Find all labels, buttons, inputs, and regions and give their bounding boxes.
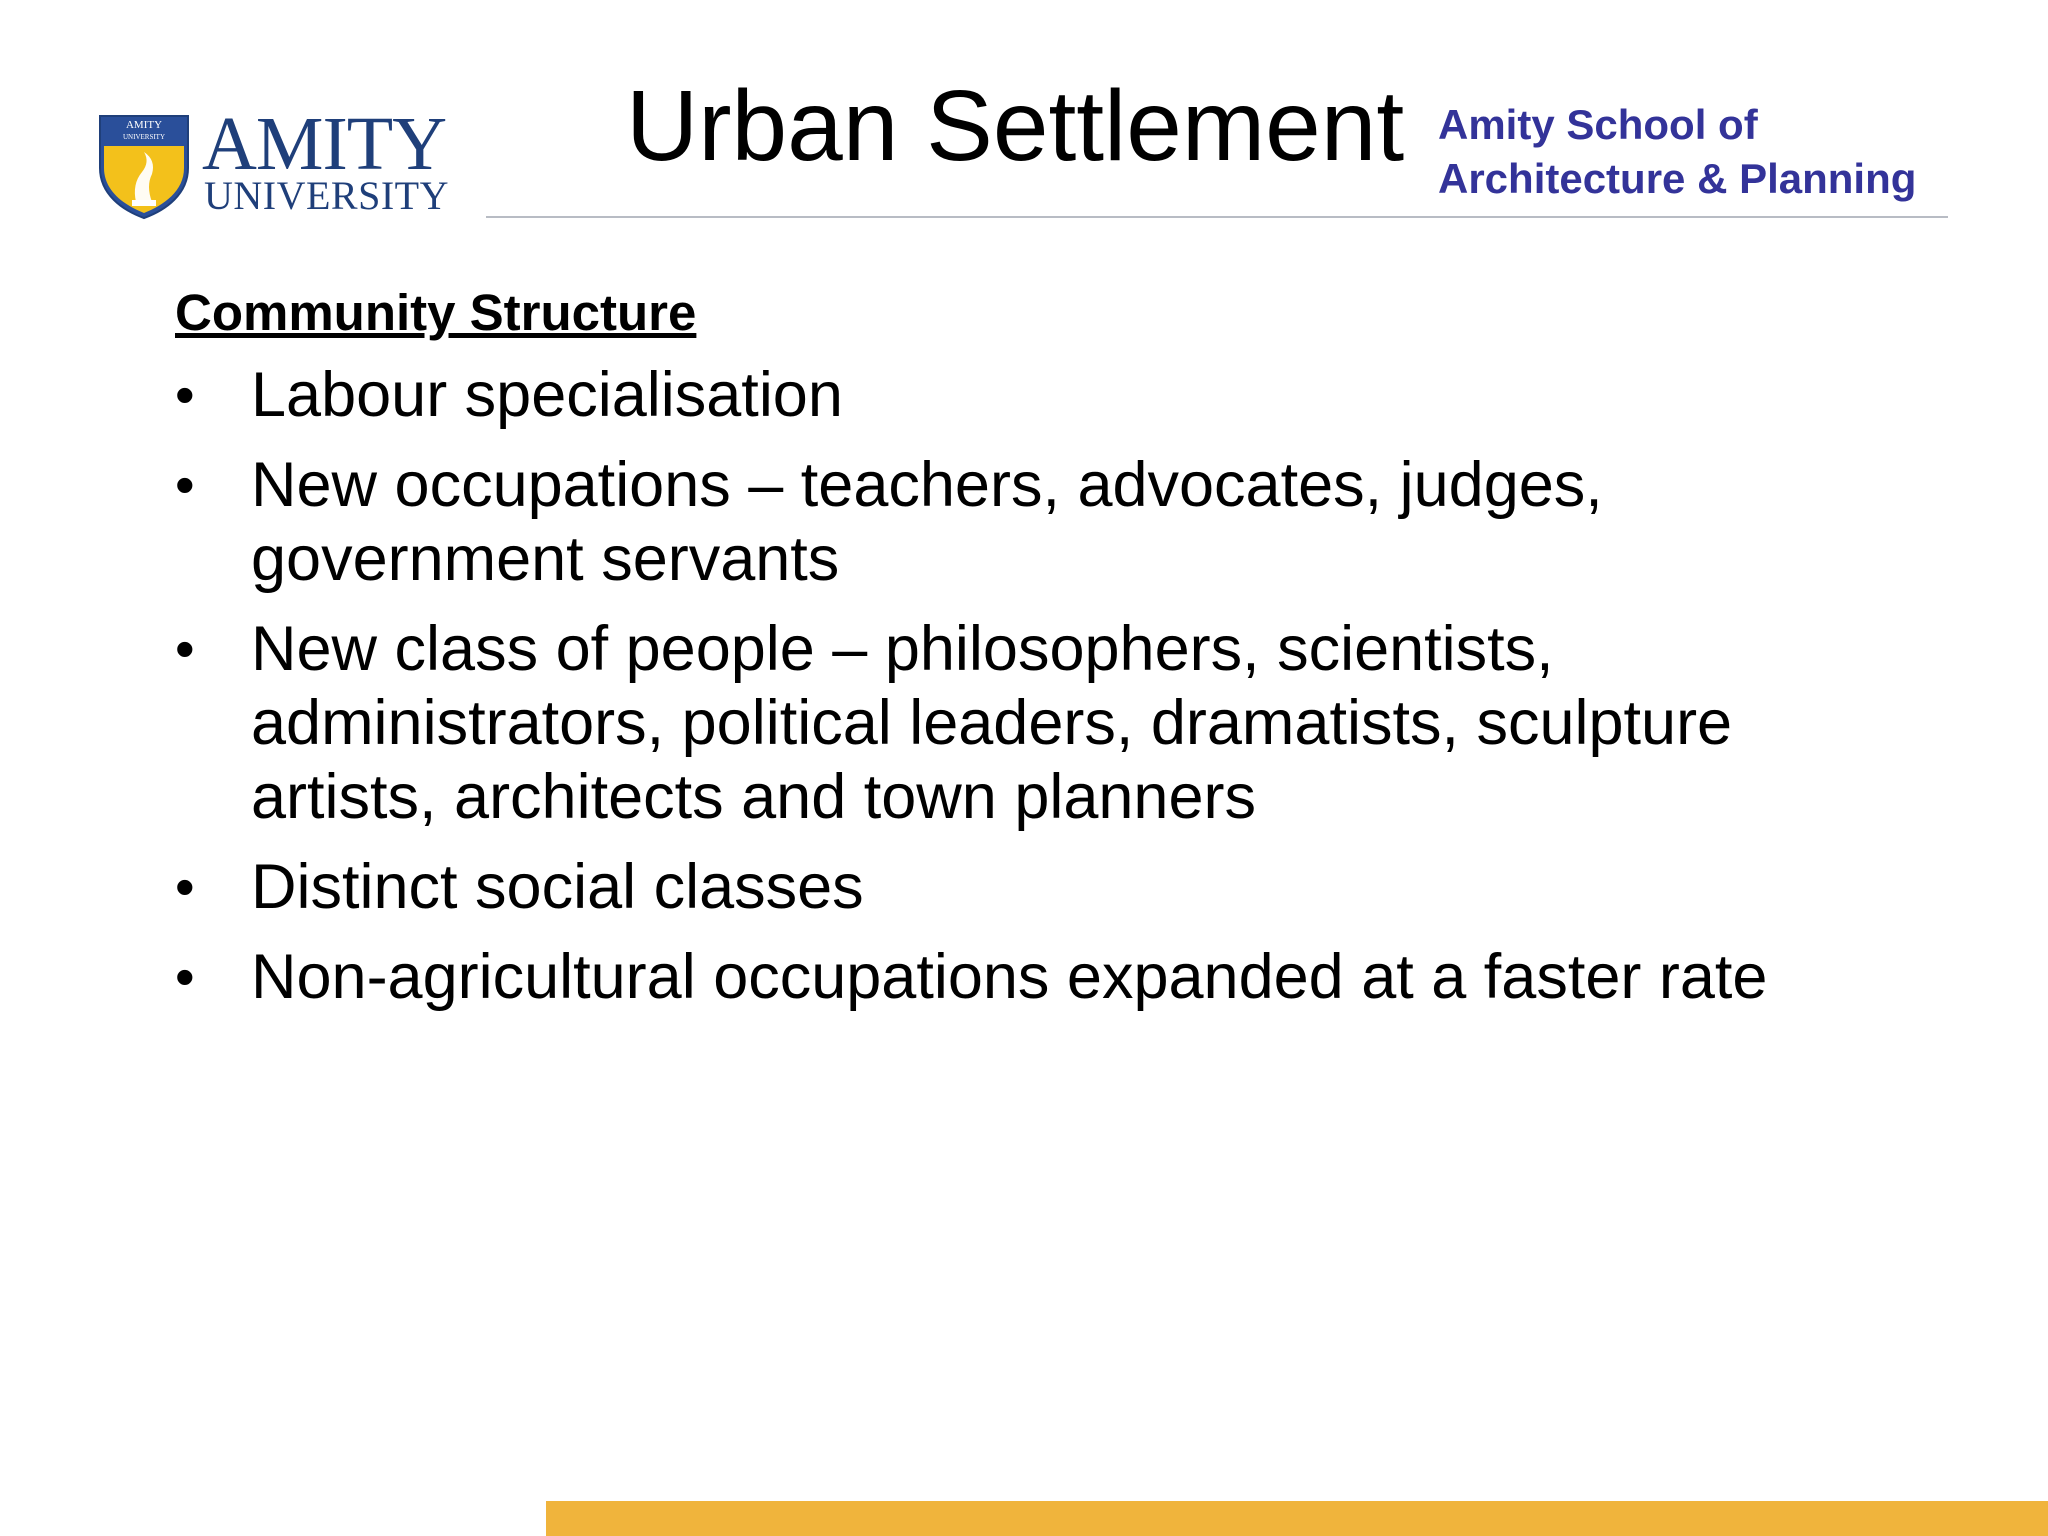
header-divider <box>486 216 1948 218</box>
amity-crest-icon <box>96 110 192 220</box>
logo-wordmark: AMITY <box>202 102 447 186</box>
bullet-item <box>175 612 1875 834</box>
school-name-line-1: Amity School of <box>1438 101 1758 148</box>
bullet-marker: • <box>175 617 195 680</box>
bullet-text: Distinct social classes <box>251 852 864 922</box>
bullet-text: New class of people – philosophers, scientists, administrators, political leaders, dramatists, sculpture artists, architects and town planners <box>251 614 1733 832</box>
bullet-marker: • <box>175 363 195 426</box>
bullet-list <box>175 358 1875 1030</box>
bullet-text: New occupations – teachers, advocates, judges, government servants <box>251 450 1603 594</box>
bullet-marker: • <box>175 945 195 1008</box>
section-heading: Community Structure <box>175 284 697 341</box>
bullet-text: Labour specialisation <box>251 360 843 430</box>
bullet-item <box>175 940 1875 1014</box>
bullet-item <box>175 448 1875 596</box>
amity-logo <box>96 102 449 224</box>
bullet-marker: • <box>175 453 195 516</box>
footer-accent-bar <box>546 1501 2048 1536</box>
crest-text-bottom: UNIVERSITY <box>123 133 165 141</box>
crest-text-top: AMITY <box>125 119 163 131</box>
school-name-line-2: Architecture & Planning <box>1438 155 1917 202</box>
school-name <box>1438 98 1916 206</box>
logo-subtitle: UNIVERSITY <box>204 173 449 218</box>
slide-title: Urban Settlement <box>626 70 1405 182</box>
bullet-marker: • <box>175 855 195 918</box>
bullet-text: Non-agricultural occupations expanded at a faster rate <box>251 942 1768 1012</box>
bullet-item <box>175 850 1875 924</box>
bullet-item <box>175 358 1875 432</box>
